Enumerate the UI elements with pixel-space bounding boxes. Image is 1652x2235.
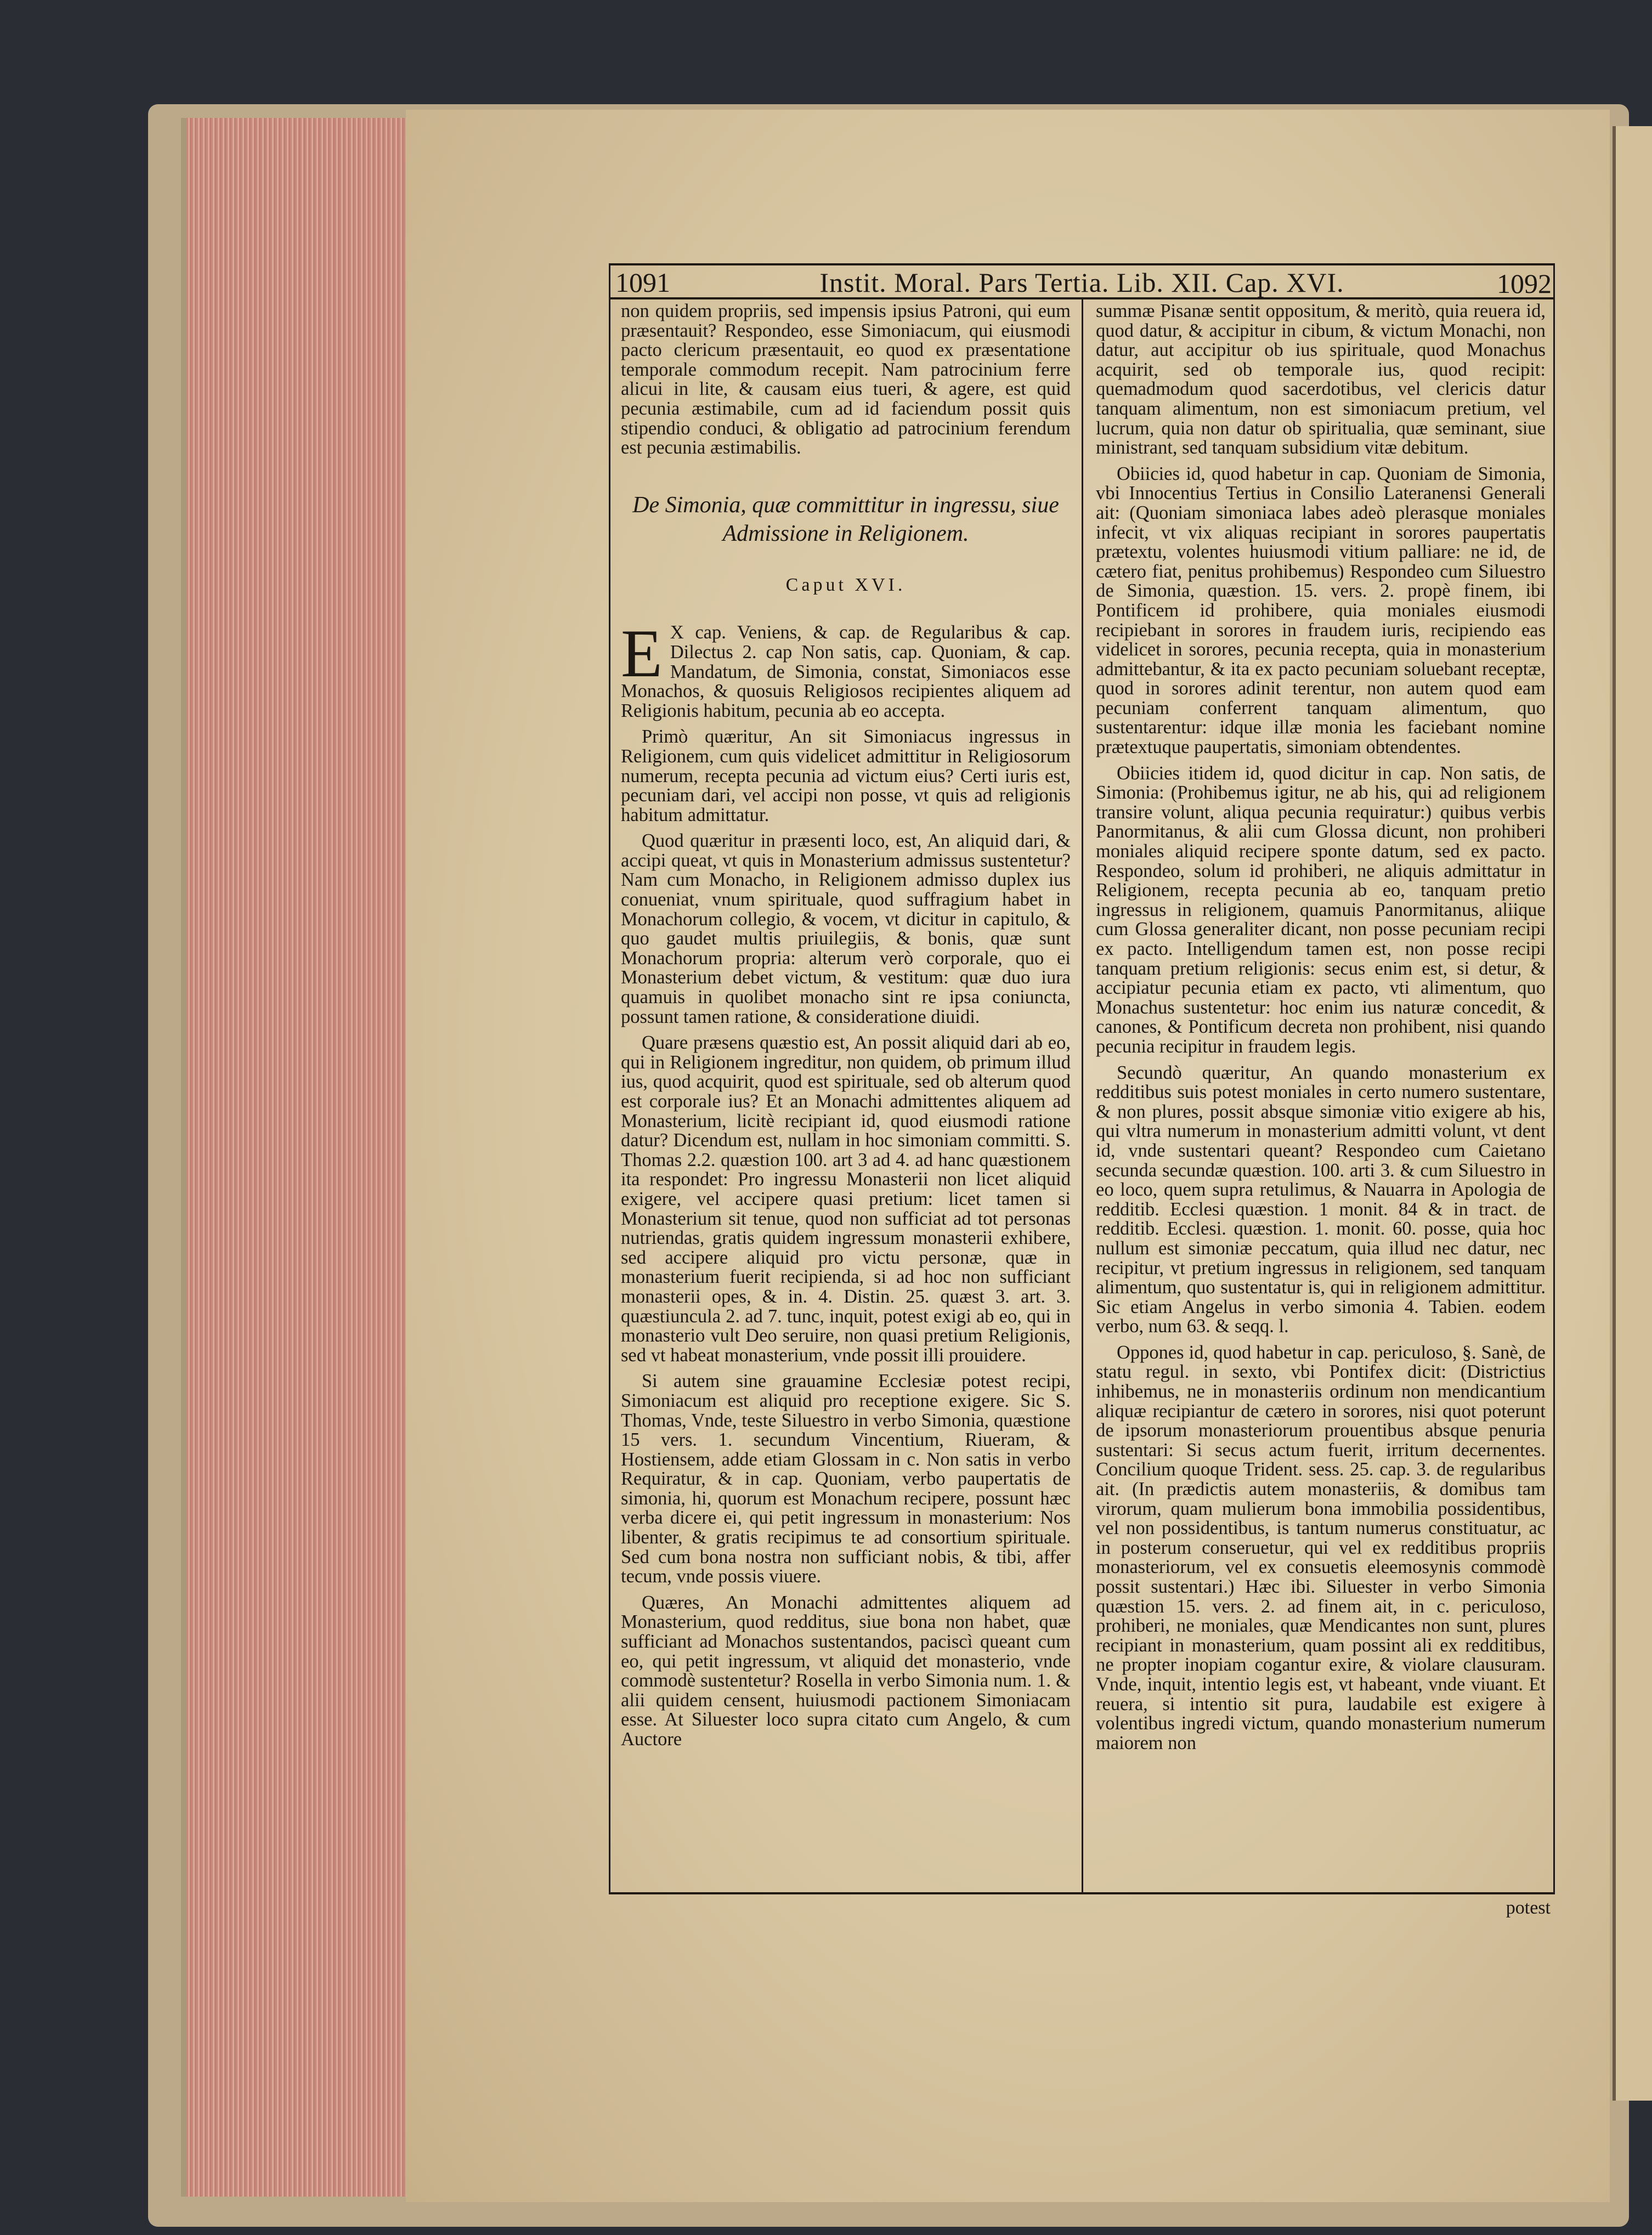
chapter-title: De Simonia, quæ committitur in ingressu, siue Admissione in Religionem. — [632, 492, 1059, 546]
opening-text: X cap. Veniens, & cap. de Regularibus & cap. Dilectus 2. cap Non satis, cap. Quoniam, & cap. Mandatum, de Simonia, constat, Simoniacos esse Monachos, & quosuis Religiosos recipientes aliquem ad Religionis habitum, pecunia ab eo accepta. — [621, 622, 1071, 721]
paragraph: summæ Pisanæ sentit oppositum, & meritò, quia reuera id, quod datur, & accipitur in cibum, & victum Monachi, non datur, aut accipitur ob ius spirituale, quod Monachus acquirit, sed ob temporale ius, quod recipit: quemadmodum quod sacerdotibus, vel clericis datur tanquam alimentum, non est simoniacum pretium, vel lucrum, quia non datur ob spiritualia, quæ seminant, siue ministrant, sed tanquam subsidium vitæ debitum. — [1096, 301, 1546, 459]
facing-page-edge — [1613, 126, 1652, 2101]
running-header — [609, 263, 1555, 297]
page-number-left: 1091 — [615, 267, 670, 298]
paragraph: Oppones id, quod habetur in cap. periculoso, §. Sanè, de statu regul. in sexto, vbi Pontifex dicit: (Districtius inhibemus, ne in monasteriis ordinum non mendicantium aliquæ recipiantur de cætero in sorores, nisi quot poterunt de ipsorum monasteriorum prouentibus absque penuria sustentari: Si secus actum fuerit, irritum decernentes. Concilium quoque Trident. sess. 25. cap. 3. de regularibus ait. (In prædictis autem monasteriis, & domibus tam virorum, quam mulierum bona immobilia possidentibus, vel non possidentibus, is tantum numerus constituatur, ac in posterum conseruetur, qui vel ex redditibus propriis monasteriorum, vel ex consuetis eleemosynis commodè possit sustentari.) Hæc ibi. Siluester in verbo Simonia quæstion 15. vers. 2. ad finem ait, in c. periculoso, prohiberi, ne moniales, quæ Mendicantes non sunt, plures recipiant in monasterium, quam possint ali ex redditibus, ne propter inopiam cogantur exire, & violare clausuram. Vnde, inquit, intentio legis est, vt habeant, vnde viuant. Et reuera, si intentio sit pura, laudabile est exigere à volentibus ingredi victum, quando monasterium numerum maiorem non — [1096, 1342, 1546, 1753]
paragraph: Obiicies id, quod habetur in cap. Quoniam de Simonia, vbi Innocentius Tertius in Consilio Lateranensi Generali ait: (Quoniam simoniaca labes adeò plerasque moniales infecit, vt vix aliquas recipiant in sorores paupertatis prætextu, volentes huiusmodi vitium palliare: ne id, de cætero fiat, penitus prohibemus) Respondeo cum Siluestro de Simonia, quæstion. 15. vers. 2. propè finem, ibi Pontificem id prohibere, quia moniales eiusmodi recipiebant in sorores in fraudem iuris, recipiendo eas videlicet in sorores, pecunia recepta, quia in monasterium admittebantur, & ita ex pacto pecuniam soluebant receptæ, quod in sorores adinit terentur, non autem quod eam pecuniam conferrent tanquam alimentum, quo sustentarentur: idque illæ monia les faciebant nomine prætextuque paupertatis, simoniam obtendentes. — [1096, 463, 1546, 758]
paragraph: Secundò quæritur, An quando monasterium ex redditibus suis potest moniales in certo numero sustentare, & non plures, possit absque simoniæ vitio exigere ab his, qui vltra numerum in monasterium admitti volunt, vt dent id, vnde sustentari queant? Respondeo cum Caietano secunda secundæ quæstion. 100. arti 3. & cum Siluestro in eo loco, quem supra retulimus, & Nauarra in Apologia de redditib. Ecclesi quæstion. 1 monit. 84 & in tract. de redditib. Ecclesi. quæstion. 1. monit. 60. posse, quia hoc nullum est simoniæ peccatum, quia illud nec datur, nec recipitur, vt pretium ingressus in religionem, sed tanquam alimentum, quo sustentatur is, qui in religionem admittitur. Sic etiam Angelus in verbo simonia 4. Tabien. eodem verbo, num 63. & seqq. l. — [1096, 1062, 1546, 1337]
paragraph: Quare præsens quæstio est, An possit aliquid dari ab eo, qui in Religionem ingreditur, non quidem, ob primum illud ius, quod acquirit, quod est spirituale, sed ob alterum quod est corporale ius? Et an Monachi admittentes aliquem ad Monasterium, licitè recipiant id, quod eiusmodi ratione datur? Dicendum est, nullam in hoc simoniam committi. S. Thomas 2.2. quæstion 100. art 3 ad 4. ad hanc quæstionem ita respondet: Pro ingressu Monasterii non licet aliquid exigere, vel accipere quasi pretium: licet tamen si Monasterium sit tenue, quod non sufficiat ad tot personas nutriendas, gratis quidem ingressum monasterii exhibere, sed accipere aliquid pro victu personæ, quæ in monasterium fuerit recipienda, si ad hoc non sufficiant monasterii opes, & in. 4. Distin. 25. quæst 3. art. 3. quæstiuncula 2. ad 7. tunc, inquit, potest exigi ab eo, qui in monasterio vult Deo seruire, non quasi pretium Religionis, sed vt habeat monasterium, vnde possit illi prouidere. — [621, 1032, 1071, 1366]
frame-left — [609, 263, 610, 1893]
running-title: Instit. Moral. Pars Tertia. Lib. XII. Cap. XVI. — [819, 267, 1344, 298]
left-column — [621, 302, 1071, 1756]
catchword: potest — [1506, 1898, 1551, 1918]
paragraph: Quæres, An Monachi admittentes aliquem ad Monasterium, quod redditus, siue bona non habet, quæ sufficiant ad Monachos sustentandos, paciscì queant cum eo, qui petit ingressum, vt aliquid det monasterio, vnde commodè sustentetur? Rosella in verbo Simonia num. 1. & alii quidem censent, huiusmodi pactionem Simoniacam esse. At Siluester loco supra citato cum Angelo, & cum Auctore — [621, 1592, 1071, 1750]
text-block — [609, 247, 1555, 1918]
paragraph: Quod quæritur in præsenti loco, est, An aliquid dari, & accipi queat, vt quis in Monasterium admissus sustentetur? Nam cum Monacho, in Religionem admisso duplex ius conueniat, vnum spirituale, quod suffragium habet in Monachorum collegio, & vocem, vt dicitur in capitulo, & quo gaudet multis priuilegiis, & bonis, quæ sunt Monachorum propria: alterum verò corporale, quo ei Monasterium debet victum, & vestitum: quæ duo iura quamuis in quolibet monacho sint re ipsa coniuncta, possunt tamen ratione, & consideratione diuidi. — [621, 830, 1071, 1027]
frame-right — [1553, 263, 1555, 1893]
paragraph: Primò quæritur, An sit Simoniacus ingressus in Religionem, cum quis videlicet admittitur in Religiosorum numerum, recepta pecunia ad victum eius? Certi iuris est, pecuniam dari, vel accipi non posse, vt quis ad religionis habitum admittatur. — [621, 726, 1071, 825]
paragraph: Obiicies itidem id, quod dicitur in cap. Non satis, de Simonia: (Prohibemus igitur, ne ab his, qui ad religionem transire volunt, aliqua pecunia requiratur:) quibus verbis Panormitanus, & alii cum Glossa dicunt, non prohiberi moniales aliquid recipere sponte datum, sed ex pacto. Respondeo, solum id prohiberi, ne aliquis admittatur in Religionem, recepta pecunia ab eo, tanquam pretio ingressus in religionem, quamuis Panormitanus, aliique cum Glossa generaliter dicant, non posse pecuniam recipi ex pacto. Intelligendum tamen est, non posse recipi tanquam pretium religionis: secus enim est, si detur, & accipiatur pecunia etiam ex pacto, vti alimentum, quo Monachus sustentetur: hoc enim ius naturæ concedit, & canones, & Pontificum decreta non prohibent, nisi quando pecunia recipitur in fraudem legis. — [1096, 762, 1546, 1057]
drop-capital: E — [621, 616, 663, 692]
opening-paragraph — [621, 616, 1071, 721]
paragraph: Si autem sine grauamine Ecclesiæ potest recipi, Simoniacum est aliquid pro receptione exigere. Sic S. Thomas, Vnde, teste Siluestro in verbo Simonia, quæstione 15 vers. 1. secundum Vincentium, Riueram, & Hostiensem, adde etiam Glossam in c. Non satis in verbo Requiratur, & in cap. Quoniam, verbo paupertatis de simonia, hi, quorum est Monachum recipere, possunt hæc verba dicere ei, qui petit ingressum in monasterium: Nos libenter, & gratis recipimus te ad consortium spirituale. Sed cum bona nostra non sufficiant nobis, & tibi, affer tecum, vnde possis viuere. — [621, 1371, 1071, 1587]
page-fore-edge — [181, 118, 417, 2197]
chapter-number: Caput XVI. — [785, 574, 906, 595]
paragraph: non quidem propriis, sed impensis ipsius Patroni, qui eum præsentauit? Respondeo, esse Simoniacum, qui eiusmodi pacto clericum præsentauit, eo quod ex præsentatione temporale commodum recepit. Nam patrocinium ferre alicui in lite, & causam eius tueri, & agere, est quid pecunia æstimabile, cum ad id faciendum possit quis stipendio conduci, & obligatio ad patrocinium ferendum est pecunia æstimabilis. — [621, 301, 1071, 459]
column-divider — [1082, 298, 1083, 1893]
right-column — [1096, 302, 1546, 1759]
page-number-right: 1092 — [1497, 268, 1552, 299]
